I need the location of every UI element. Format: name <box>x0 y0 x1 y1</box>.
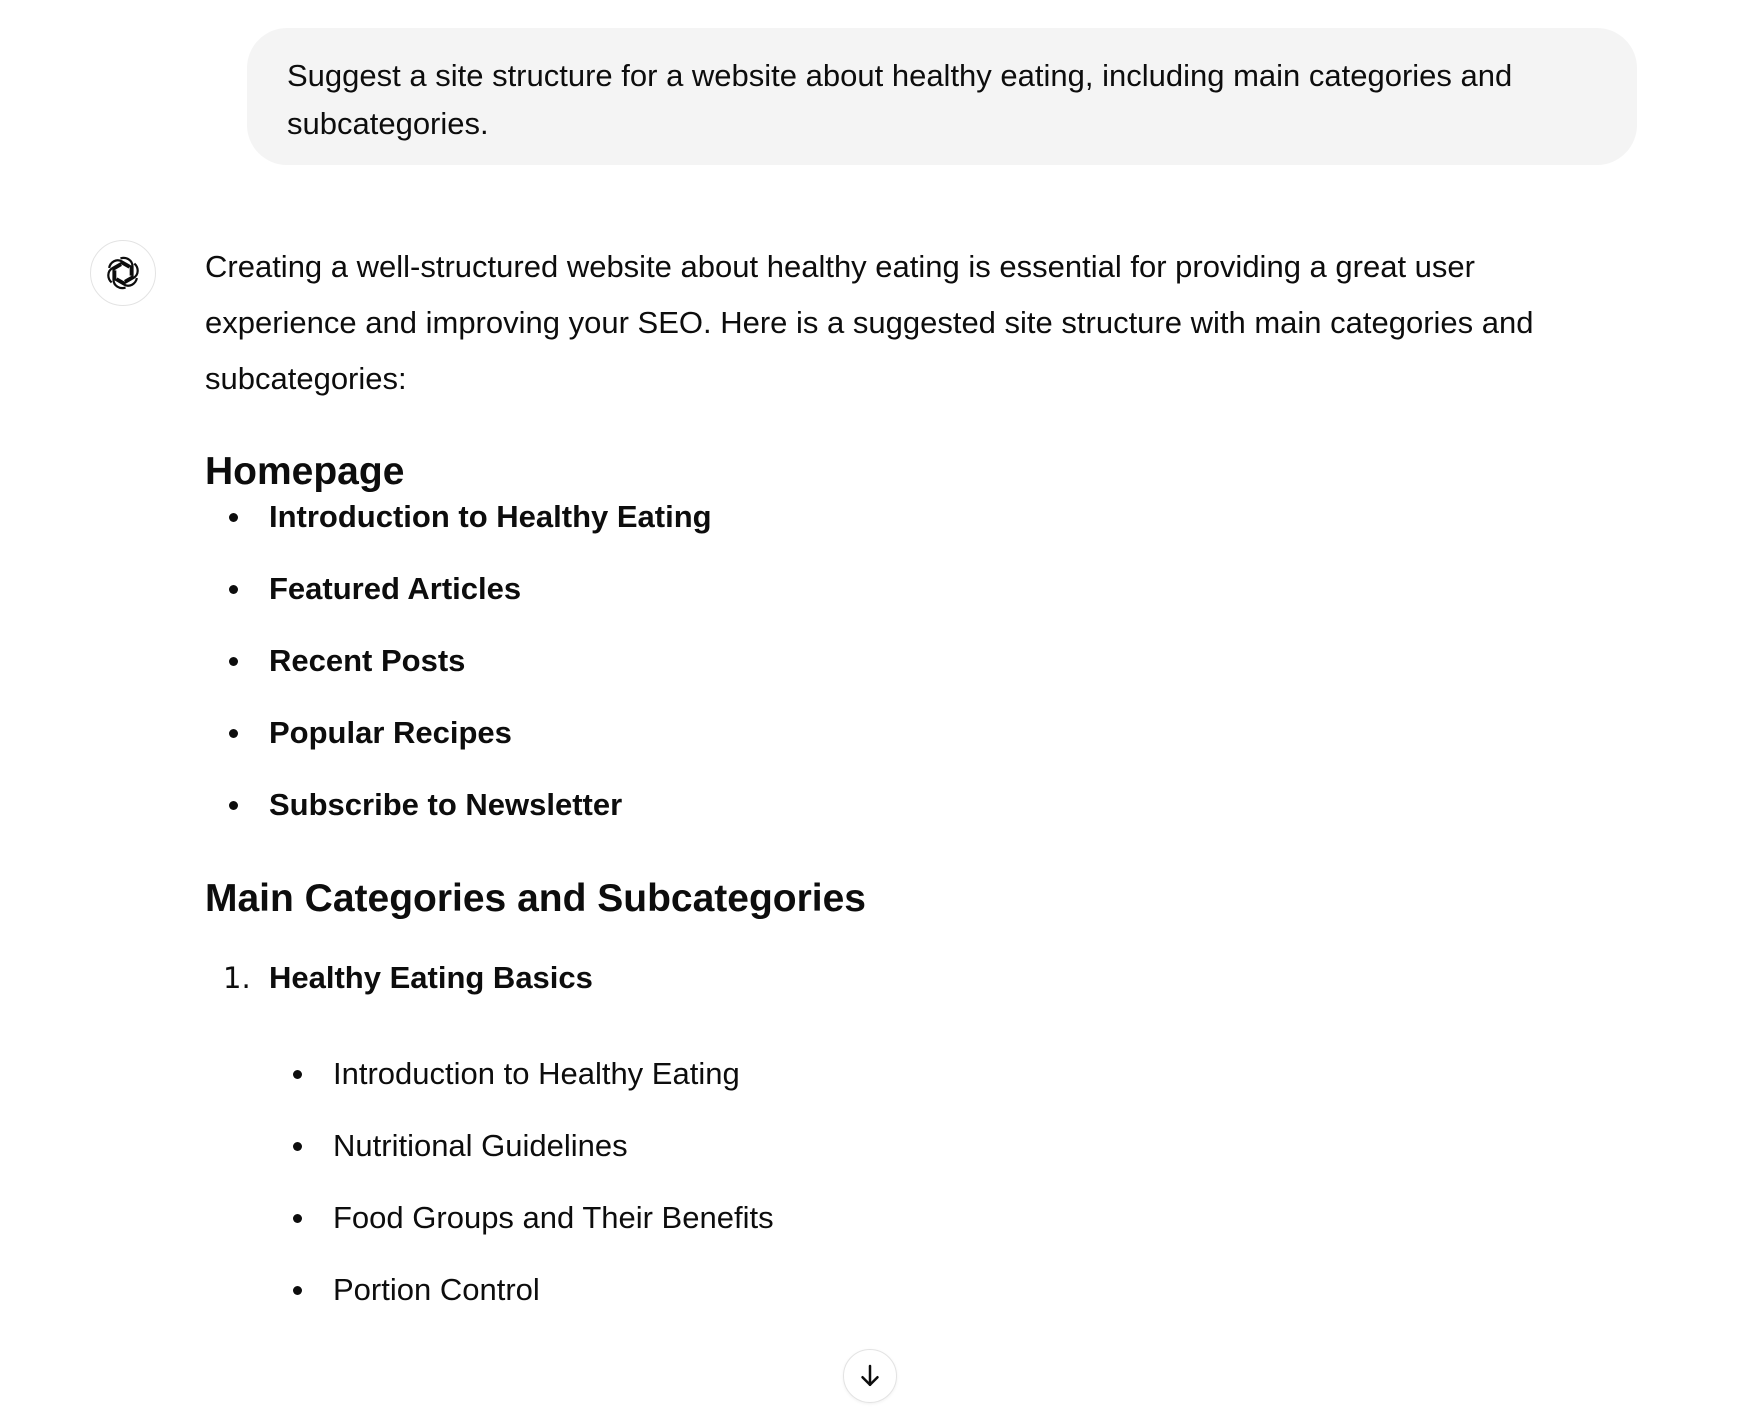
subcategory-list <box>205 1054 1605 1310</box>
list-item: Portion Control <box>269 1270 1605 1310</box>
user-message-bubble <box>247 28 1637 165</box>
list-item: Introduction to Healthy Eating <box>269 1054 1605 1094</box>
main-categories-heading: Main Categories and Subcategories <box>205 877 867 920</box>
category-item <box>205 958 1605 998</box>
openai-logo-icon <box>104 254 142 292</box>
list-item: Featured Articles <box>205 569 1605 609</box>
response-intro: Creating a well-structured website about healthy eating is essential for providing a great user experience and improving your SEO. Here is a suggested site structure with main categories and subcategories: <box>205 249 1534 396</box>
list-item: Recent Posts <box>205 641 1605 681</box>
arrow-down-icon <box>855 1361 885 1391</box>
assistant-avatar <box>90 240 156 306</box>
category-title: Healthy Eating Basics <box>269 960 593 995</box>
user-message-text: Suggest a site structure for a website about healthy eating, including main categories and subcategories. <box>287 58 1513 141</box>
category-number: 1. <box>223 961 251 995</box>
list-item: Introduction to Healthy Eating <box>205 497 1605 537</box>
homepage-heading: Homepage <box>205 450 405 493</box>
scroll-to-bottom-button[interactable] <box>843 1349 897 1403</box>
list-item: Nutritional Guidelines <box>269 1126 1605 1166</box>
list-item: Food Groups and Their Benefits <box>269 1198 1605 1238</box>
list-item: Subscribe to Newsletter <box>205 785 1605 825</box>
homepage-list <box>205 497 1605 825</box>
list-item: Popular Recipes <box>205 713 1605 753</box>
assistant-response <box>205 246 1605 1342</box>
